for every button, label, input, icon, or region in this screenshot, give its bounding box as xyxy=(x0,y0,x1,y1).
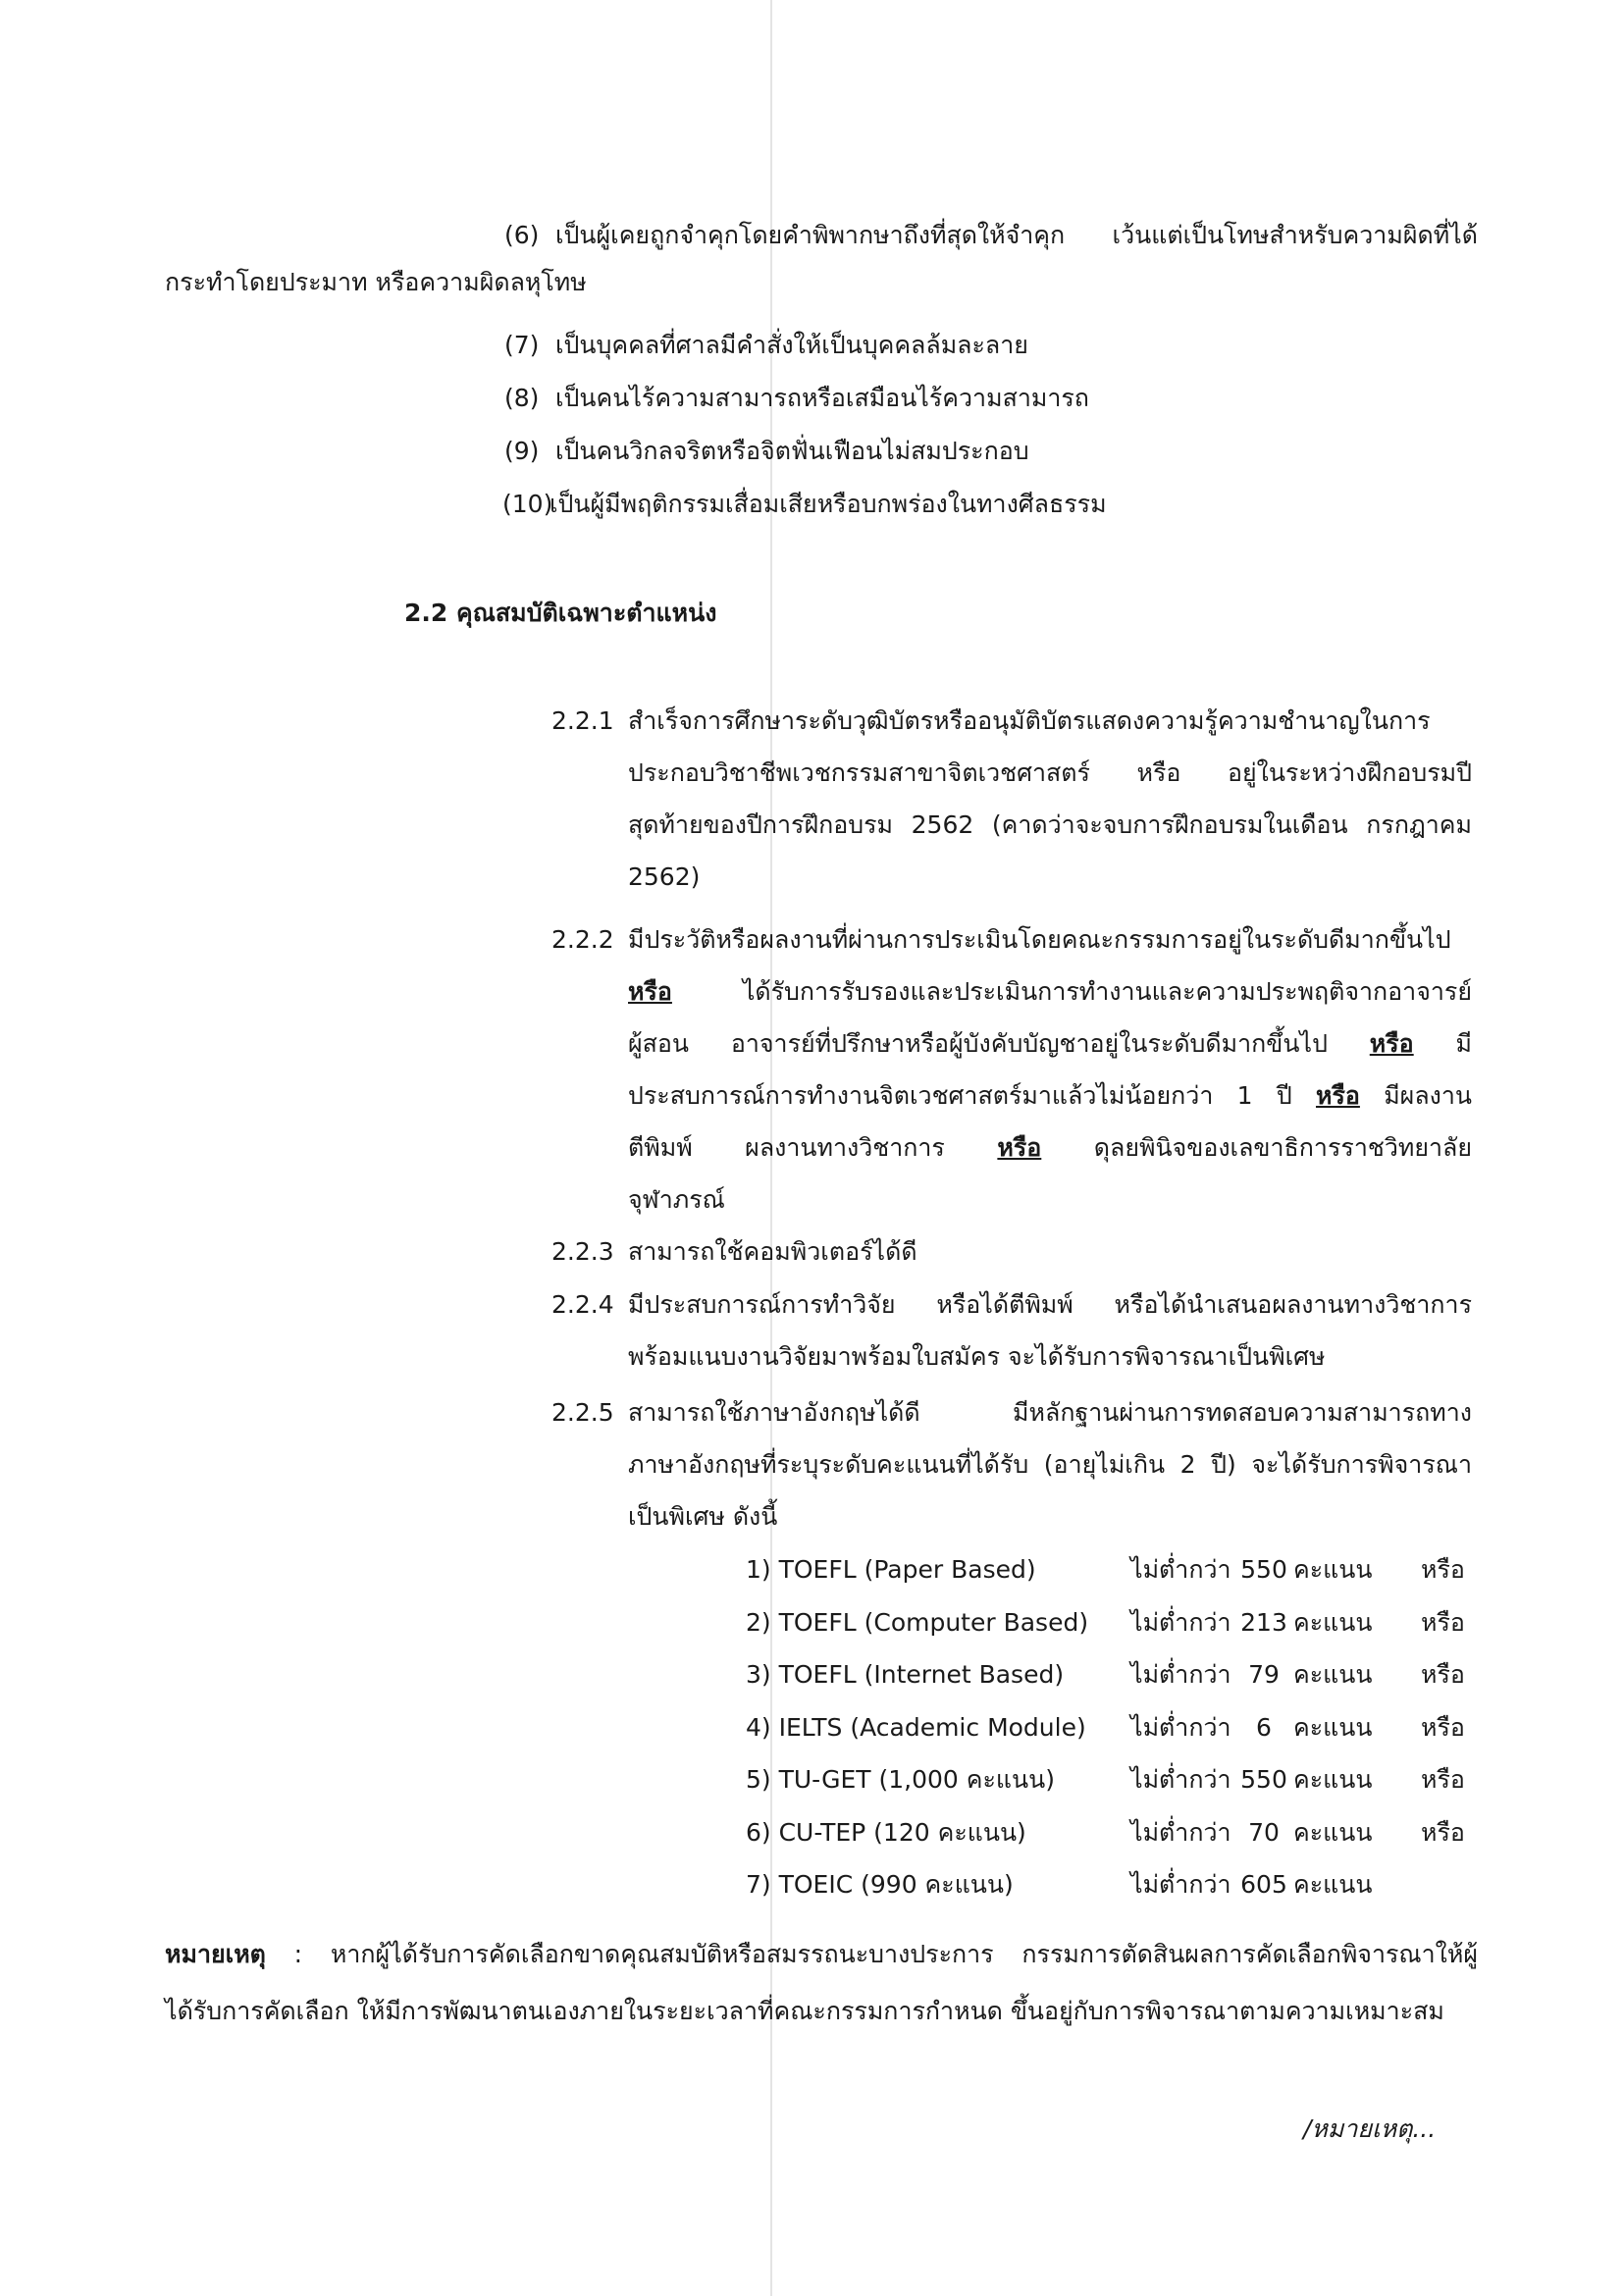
test-row xyxy=(0,1760,1623,1800)
text-segment: สำเร็จการศึกษาระดับวุฒิบัตรหรืออนุมัติบัตรแสดงความรู้ความชำนาญในการ xyxy=(628,706,1431,735)
subitem-line xyxy=(628,754,1472,793)
score-value: 550 xyxy=(1240,1765,1287,1794)
subitem-line xyxy=(628,806,1472,845)
text-segment: พร้อมแนบงานวิจัยมาพร้อมใบสมัคร จะได้รับการพิจารณาเป็นพิเศษ xyxy=(628,1342,1326,1371)
section-heading: 2.2 คุณสมบัติเฉพาะตำแหน่ง xyxy=(404,599,717,627)
text-segment: ดุลยพินิจของเลขาธิการราชวิทยาลัย xyxy=(1041,1133,1472,1162)
subitem-line xyxy=(628,1445,1472,1485)
text-segment: สามารถใช้ภาษาอังกฤษได้ดี มีหลักฐานผ่านการทดสอบความสามารถทาง xyxy=(628,1398,1472,1427)
or-label: หรือ xyxy=(1421,1608,1465,1637)
test-name: 4) IELTS (Academic Module) xyxy=(746,1713,1086,1742)
note-line-2: ได้รับการคัดเลือก ให้มีการพัฒนาตนเองภายในระยะเวลาที่คณะกรรมการกำหนด ขึ้นอยู่กับการพิจารณาตามความเหมาะสม xyxy=(165,1997,1444,2025)
subitem-number: 2.2.3 xyxy=(551,1237,614,1266)
text-segment: มีประวัติหรือผลงานที่ผ่านการประเมินโดยคณะกรรมการอยู่ในระดับดีมากขึ้นไป xyxy=(628,925,1451,954)
subitem-line xyxy=(628,858,700,897)
or-label: หรือ xyxy=(1421,1555,1465,1584)
note-line-1 xyxy=(165,1935,1478,1974)
list-item-text: เป็นผู้เคยถูกจำคุกโดยคำพิพากษาถึงที่สุดให้จำคุก เว้นแต่เป็นโทษสำหรับความผิดที่ได้ xyxy=(555,221,1478,249)
score-value: 605 xyxy=(1240,1870,1287,1899)
test-row xyxy=(0,1813,1623,1852)
minimum-label: ไม่ต่ำกว่า xyxy=(1130,1608,1231,1637)
note-label: หมายเหตุ xyxy=(165,1940,266,1968)
text-segment: ตีพิมพ์ ผลงานทางวิชาการ xyxy=(628,1133,998,1162)
subitem-line xyxy=(628,1128,1472,1168)
text-segment: มีผลงาน xyxy=(1359,1081,1472,1110)
unit-label: คะแนน xyxy=(1293,1818,1373,1847)
text-segment: มีประสบการณ์การทำวิจัย หรือได้ตีพิมพ์ หรือได้นำเสนอผลงานทางวิชาการ xyxy=(628,1290,1472,1319)
emphasis-or: หรือ xyxy=(1369,1029,1414,1058)
subitem-line xyxy=(628,1337,1325,1377)
text-segment: ได้รับการรับรองและประเมินการทำงานและความประพฤติจากอาจารย์ xyxy=(671,977,1472,1006)
emphasis-or: หรือ xyxy=(1316,1081,1360,1110)
or-label: หรือ xyxy=(1421,1660,1465,1689)
test-row xyxy=(0,1865,1623,1905)
minimum-label: ไม่ต่ำกว่า xyxy=(1130,1765,1231,1794)
list-item-text: เป็นบุคคลที่ศาลมีคำสั่งให้เป็นบุคคลล้มละลาย xyxy=(555,331,1028,359)
test-name: 5) TU-GET (1,000 คะแนน) xyxy=(746,1765,1055,1794)
subitem-line xyxy=(628,1076,1472,1116)
subitem-line xyxy=(628,1024,1472,1064)
test-row xyxy=(0,1708,1623,1748)
unit-label: คะแนน xyxy=(1293,1608,1373,1637)
emphasis-or: หรือ xyxy=(628,977,672,1006)
minimum-label: ไม่ต่ำกว่า xyxy=(1130,1870,1231,1899)
subitem-line xyxy=(628,702,1472,741)
text-segment: เป็นพิเศษ ดังนี้ xyxy=(628,1502,778,1531)
test-name: 3) TOEFL (Internet Based) xyxy=(746,1660,1065,1689)
score-value: 213 xyxy=(1240,1608,1287,1637)
text-segment: ประสบการณ์การทำงานจิตเวชศาสตร์มาแล้วไม่น้อยกว่า 1 ปี xyxy=(628,1081,1316,1110)
continuation-marker: /หมายเหตุ... xyxy=(1303,2114,1437,2143)
list-number: (9) xyxy=(504,437,540,465)
minimum-label: ไม่ต่ำกว่า xyxy=(1130,1713,1231,1742)
note-text: : หากผู้ได้รับการคัดเลือกขาดคุณสมบัติหรือสมรรถนะบางประการ กรรมการตัดสินผลการคัดเลือกพิจารณาให้ผู้ xyxy=(265,1940,1478,1968)
list-item-text: เป็นคนไร้ความสามารถหรือเสมือนไร้ความสามารถ xyxy=(555,384,1089,412)
subitem-line xyxy=(628,1285,1472,1325)
test-name: 1) TOEFL (Paper Based) xyxy=(746,1555,1036,1584)
list-item-text: เป็นผู้มีพฤติกรรมเสื่อมเสียหรือบกพร่องในทางศีลธรรม xyxy=(550,490,1107,518)
text-segment: 2562) xyxy=(628,862,701,891)
subitem-line xyxy=(628,1180,725,1220)
score-value: 6 xyxy=(1256,1713,1272,1742)
test-name: 6) CU-TEP (120 คะแนน) xyxy=(746,1818,1026,1847)
test-name: 2) TOEFL (Computer Based) xyxy=(746,1608,1089,1637)
list-number: (6) xyxy=(504,221,540,249)
list-item-text: เป็นคนวิกลจริตหรือจิตฟั่นเฟือนไม่สมประกอบ xyxy=(555,437,1029,465)
subitem-number: 2.2.5 xyxy=(551,1398,614,1427)
text-segment: สุดท้ายของปีการฝึกอบรม 2562 (คาดว่าจะจบการฝึกอบรมในเดือน กรกฎาคม xyxy=(628,810,1472,839)
list-number: (10) xyxy=(502,490,553,518)
subitem-number: 2.2.1 xyxy=(551,706,614,735)
unit-label: คะแนน xyxy=(1293,1870,1373,1899)
subitem-number: 2.2.4 xyxy=(551,1290,614,1319)
score-value: 79 xyxy=(1248,1660,1280,1689)
text-segment: จุฬาภรณ์ xyxy=(628,1185,725,1214)
unit-label: คะแนน xyxy=(1293,1713,1373,1742)
subitem-line xyxy=(628,1393,1472,1433)
subitem-line xyxy=(628,1497,777,1537)
test-name: 7) TOEIC (990 คะแนน) xyxy=(746,1870,1014,1899)
text-segment: ภาษาอังกฤษที่ระบุระดับคะแนนที่ได้รับ (อายุไม่เกิน 2 ปี) จะได้รับการพิจารณา xyxy=(628,1450,1472,1479)
or-label: หรือ xyxy=(1421,1818,1465,1847)
subitem-line xyxy=(628,920,1472,960)
text-segment: ประกอบวิชาชีพเวชกรรมสาขาจิตเวชศาสตร์ หรือ อยู่ในระหว่างฝึกอบรมปี xyxy=(628,758,1472,787)
text-segment: มี xyxy=(1413,1029,1472,1058)
list-item-text: กระทำโดยประมาท หรือความผิดลหุโทษ xyxy=(165,268,587,296)
minimum-label: ไม่ต่ำกว่า xyxy=(1130,1555,1231,1584)
score-value: 70 xyxy=(1248,1818,1280,1847)
unit-label: คะแนน xyxy=(1293,1765,1373,1794)
unit-label: คะแนน xyxy=(1293,1555,1373,1584)
subitem-number: 2.2.2 xyxy=(551,925,614,954)
subitem-line xyxy=(628,1232,917,1272)
test-row xyxy=(0,1655,1623,1695)
score-value: 550 xyxy=(1240,1555,1287,1584)
text-segment: ผู้สอน อาจารย์ที่ปรึกษาหรือผู้บังคับบัญชาอยู่ในระดับดีมากขึ้นไป xyxy=(628,1029,1370,1058)
or-label: หรือ xyxy=(1421,1765,1465,1794)
emphasis-or: หรือ xyxy=(997,1133,1042,1162)
text-segment: สามารถใช้คอมพิวเตอร์ได้ดี xyxy=(628,1237,917,1266)
subitem-line xyxy=(628,972,1472,1012)
minimum-label: ไม่ต่ำกว่า xyxy=(1130,1818,1231,1847)
minimum-label: ไม่ต่ำกว่า xyxy=(1130,1660,1231,1689)
or-label: หรือ xyxy=(1421,1713,1465,1742)
unit-label: คะแนน xyxy=(1293,1660,1373,1689)
test-row xyxy=(0,1550,1623,1590)
test-row xyxy=(0,1603,1623,1643)
list-number: (7) xyxy=(504,331,540,359)
list-number: (8) xyxy=(504,384,540,412)
